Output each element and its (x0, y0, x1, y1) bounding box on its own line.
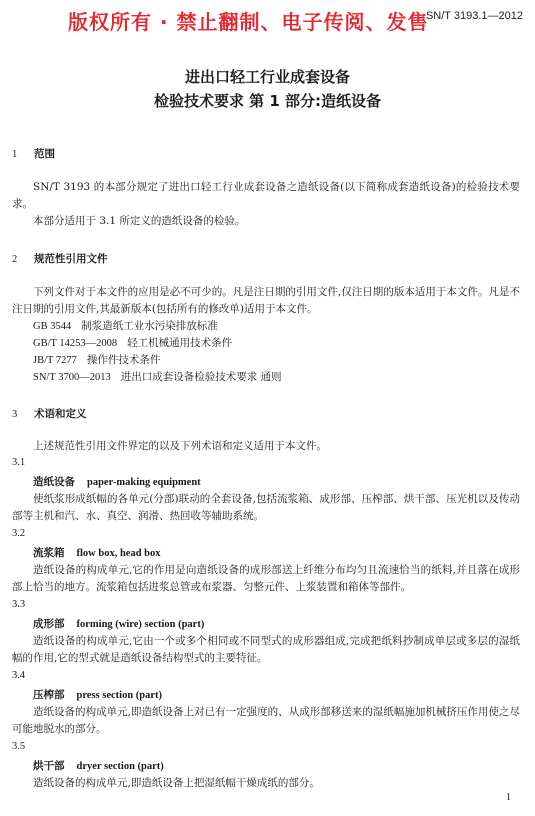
term-chinese: 成形部 (33, 618, 65, 630)
reference-item (33, 369, 282, 384)
document-title-line1: 进出口轻工行业成套设备 (184, 68, 350, 86)
term-definition: 造纸设备的构成单元,它由一个或多个相同或不同型式的成形器组成,完成把纸料抄制成单层或多层的湿纸幅的作用,它的型式就是造纸设备结构型式的主要特征。 (12, 635, 520, 664)
term-heading (33, 687, 162, 702)
reference-item (33, 335, 232, 350)
term-definition: 造纸设备的构成单元,即造纸设备上对已有一定强度的、从成形部移送来的湿纸幅施加机械挤压作用使之尽可能地脱水的部分。 (12, 706, 520, 735)
section-number: 2 (12, 254, 18, 265)
reference-code: SN/T 3700—2013 (33, 372, 111, 383)
watermark: 版权所有 · 禁止翻制、电子传阅、发售 (68, 10, 429, 34)
document-number: SN/T 3193.1—2012 (425, 10, 523, 22)
terms-intro: 上述规范性引用文件界定的以及下列术语和定义适用于本文件。 (33, 440, 327, 452)
section-title: 术语和定义 (34, 408, 87, 420)
term-english: press section (part) (76, 690, 163, 701)
scope-paragraph-1: SN/T 3193 的本部分规定了进出口轻工行业成套设备之造纸设备(以下简称成套造纸设备)的检验技术要求。 (12, 181, 520, 210)
term-number: 3.2 (12, 528, 26, 539)
section-heading-scope (12, 146, 55, 161)
term-chinese: 流浆箱 (33, 547, 65, 559)
term-definition: 使纸浆形成纸幅的各单元(分部)联动的全套设备,包括流浆箱、成形部、压榨部、烘干部、压光机以及传动部等主机和汽、水、真空、润滑、热回收等辅助系统。 (12, 493, 520, 522)
term-english: paper-making equipment (87, 477, 201, 488)
section-title: 范围 (34, 148, 55, 160)
reference-title: 制浆造纸工业水污染排放标准 (81, 320, 218, 332)
term-number: 3.4 (12, 670, 26, 681)
term-heading (33, 758, 164, 773)
references-paragraph: 下列文件对于本文件的应用是必不可少的。凡是注日期的引用文件,仅注日期的版本适用于本文件。凡是不注日期的引用文件,其最新版本(包括所有的修改单)适用于本文件。 (12, 286, 520, 315)
term-heading (33, 545, 161, 560)
section-heading-terms-definitions (12, 406, 87, 421)
term-number: 3.5 (12, 741, 26, 752)
reference-code: GB/T 14253—2008 (33, 338, 118, 349)
section-number: 1 (12, 149, 18, 160)
page-number: 1 (506, 792, 511, 803)
term-chinese: 造纸设备 (33, 476, 75, 488)
reference-code: JB/T 7277 (33, 355, 77, 366)
scope-paragraph-2: 本部分适用于 3.1 所定义的造纸设备的检验。 (33, 215, 246, 227)
section-title: 规范性引用文件 (34, 253, 108, 265)
term-number: 3.3 (12, 599, 26, 610)
reference-code: GB 3544 (33, 321, 72, 332)
term-english: flow box, head box (76, 548, 161, 559)
reference-item (33, 318, 218, 333)
term-chinese: 烘干部 (33, 760, 65, 772)
reference-title: 操作件技术条件 (86, 354, 161, 366)
term-english: forming (wire) section (part) (76, 619, 205, 630)
term-heading (33, 616, 204, 631)
reference-title: 轻工机械通用技术条件 (127, 337, 233, 349)
term-chinese: 压榨部 (33, 689, 65, 701)
term-definition: 造纸设备的构成单元,即造纸设备上把湿纸幅干燥成纸的部分。 (33, 777, 320, 789)
term-english: dryer section (part) (76, 761, 164, 772)
section-number: 3 (12, 409, 18, 420)
reference-title: 进出口成套设备检验技术要求 通则 (120, 371, 282, 383)
section-heading-normative-references (12, 251, 108, 266)
term-definition: 造纸设备的构成单元,它的作用是向造纸设备的成形部送上纤维分布均匀且流速恰当的纸料,并且落在成形部上恰当的地方。流浆箱包括进浆总管或布浆器、匀整元件、上浆装置和箱体等部件。 (12, 564, 520, 593)
term-number: 3.1 (12, 457, 26, 468)
reference-item (33, 352, 160, 367)
document-title-line2: 检验技术要求 第 1 部分:造纸设备 (153, 92, 382, 110)
term-heading (33, 474, 201, 489)
